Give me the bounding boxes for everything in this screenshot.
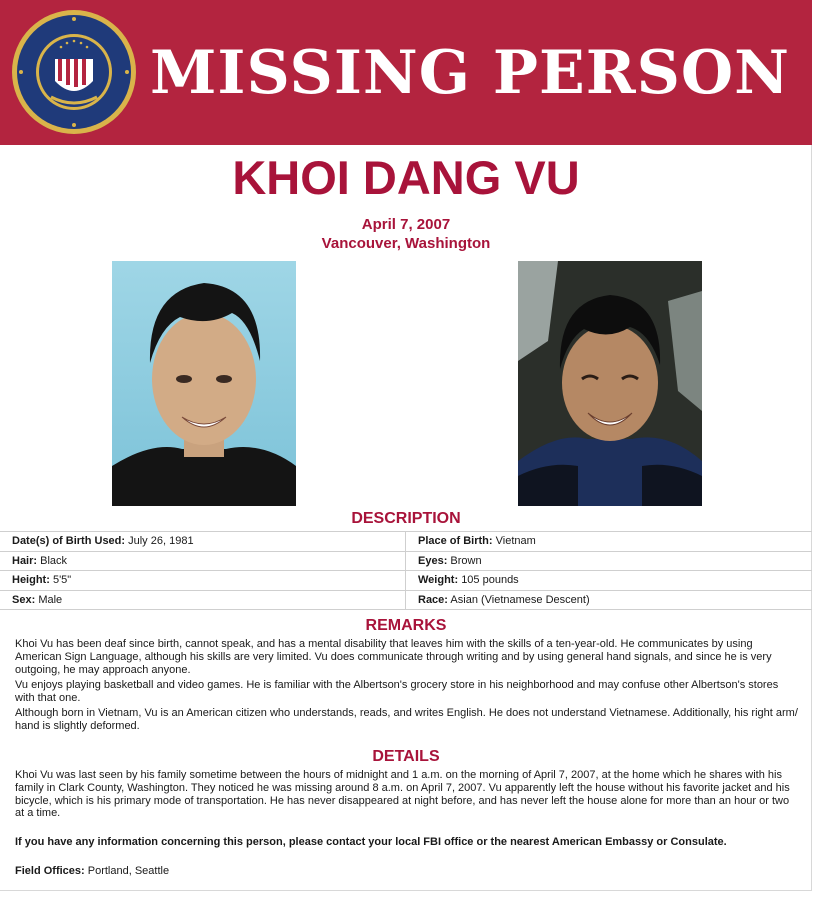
subject-photo-1: [112, 261, 296, 506]
race-label: Race:: [418, 593, 448, 606]
header-banner: [0, 0, 812, 145]
pob-label: Place of Birth:: [418, 535, 493, 547]
details-paragraph: Khoi Vu was last seen by his family sometime between the hours of midnight and 1 a.m. on the morning of April 7, 2007, at the home which he shares with his family in Clark County, Washington. They noticed he was missing around 8 a.m. on April 7, 2007. Vu apparently left the house without his favorite jacket and his bicycle, which is his primary mode of transportation. He has never disappeared at night before, and has never left the house alone for more than an hour or two at a time.: [15, 769, 790, 820]
race-value: Asian (Vietnamese Descent): [450, 593, 590, 606]
poster-title: MISSING PERSON: [150, 38, 791, 108]
description-heading: DESCRIPTION: [351, 510, 461, 527]
description-row: [0, 552, 812, 572]
weight-label: Weight:: [418, 574, 459, 586]
remarks-heading: REMARKS: [365, 617, 447, 634]
description-table: [0, 531, 812, 610]
height-label: Height:: [12, 574, 50, 586]
remarks-paragraph: Although born in Vietnam, Vu is an American citizen who understands, reads, and writes English. He does not understand Vietnamese. Additionally, his right arm/ hand is slightly deformed.: [15, 707, 798, 732]
eyes-value: Brown: [450, 554, 482, 567]
sex-value: Male: [38, 593, 63, 606]
hair-value: Black: [40, 554, 68, 567]
height-value: 5'5": [52, 574, 72, 586]
description-row: [0, 591, 812, 611]
sex-label: Sex:: [12, 593, 36, 606]
field-offices-label: Field Offices:: [15, 865, 85, 877]
subject-photo-2: [518, 261, 702, 506]
description-row: [0, 571, 812, 591]
hair-label: Hair:: [12, 554, 38, 567]
missing-date: April 7, 2007: [361, 216, 451, 233]
weight-value: 105 pounds: [461, 574, 519, 586]
contact-notice: If you have any information concerning this person, please contact your local FBI office or the nearest American Embassy or Consulate.: [15, 836, 727, 848]
missing-location: Vancouver, Washington: [321, 235, 491, 252]
subject-name: KHOI DANG VU: [232, 151, 580, 204]
details-heading: DETAILS: [372, 748, 440, 765]
eyes-label: Eyes:: [418, 554, 448, 567]
field-offices-value: Portland, Seattle: [87, 865, 170, 877]
dob-value: July 26, 1981: [128, 535, 194, 547]
remarks-paragraph: Vu enjoys playing basketball and video games. He is familiar with the Albertson's grocery store in his neighborhood and may confuse other Albertson's stores with that one.: [15, 679, 779, 704]
fbi-seal-icon: [11, 9, 137, 135]
remarks-paragraph: Khoi Vu has been deaf since birth, cannot speak, and has a mental disability that leaves him with the skills of a ten-year-old. He communicates by using American Sign Language, although his skills are very limited. Vu does communicate through writing and by using general hand signals, and since he is very outgoing, he may approach anyone.: [15, 638, 772, 676]
field-offices: [15, 865, 799, 878]
dob-label: Date(s) of Birth Used:: [12, 535, 126, 547]
description-row: [0, 532, 812, 552]
pob-value: Vietnam: [495, 535, 536, 547]
